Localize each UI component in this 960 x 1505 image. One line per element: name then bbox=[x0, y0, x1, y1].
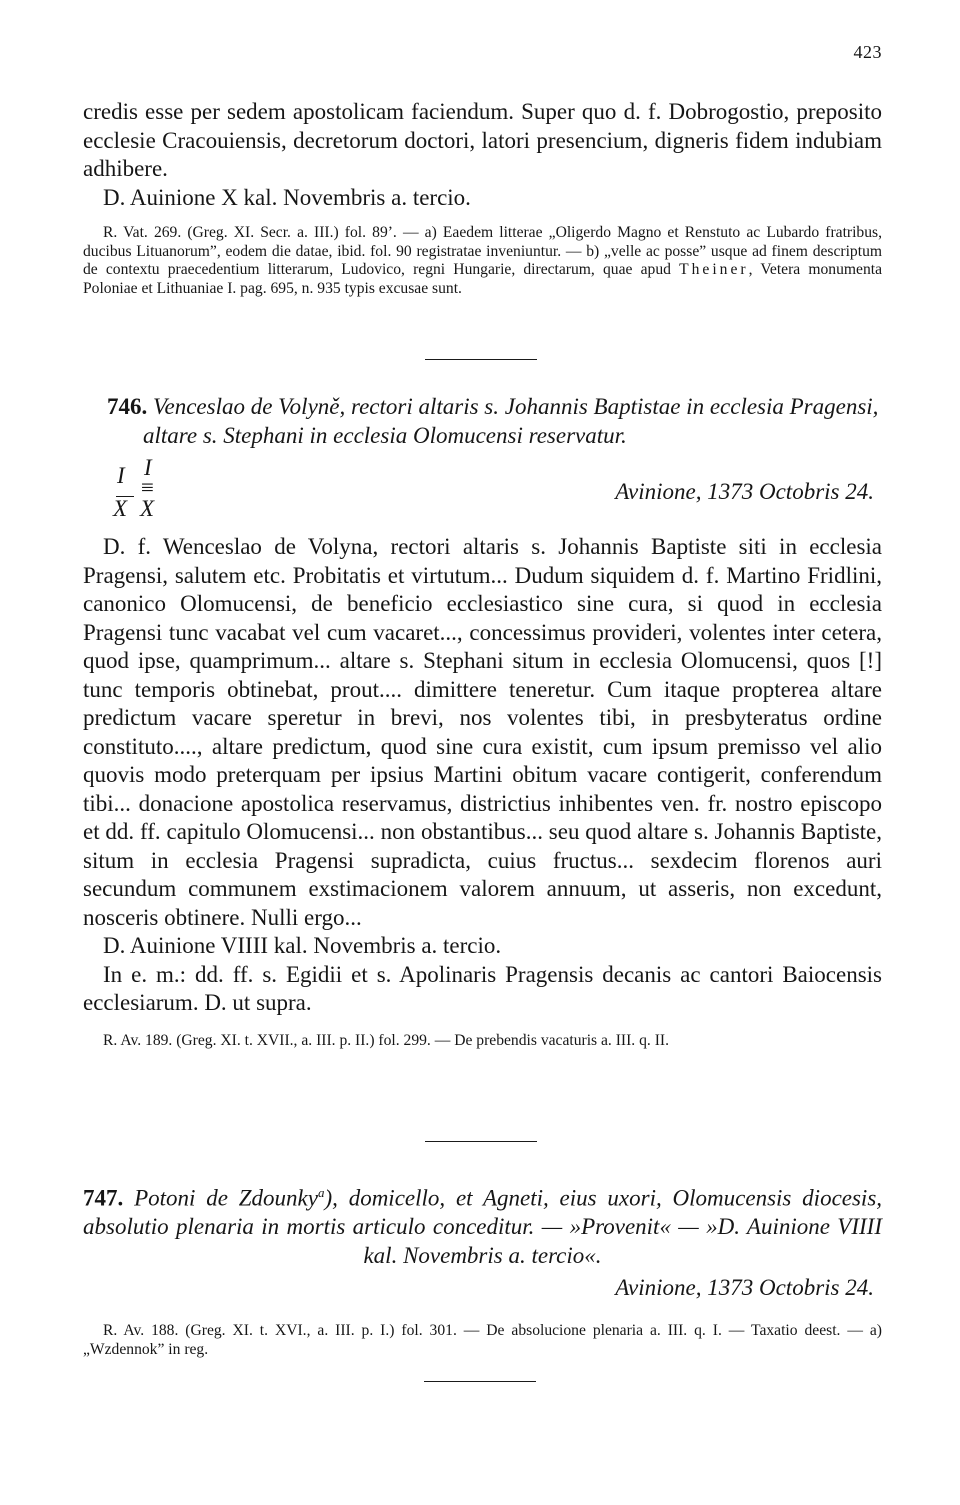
document-746-number: 746. bbox=[107, 394, 148, 419]
continuation-paragraph: credis esse per sedem apostolicam faciendum. Super quo d. f. Dobrogostio, preposito ecclesie Cracouiensis, decretorum doctori, latori presencium, digneris fidem indubiam adhibere. bbox=[83, 99, 882, 181]
document-746-place-date: Avinione, 1373 Octobris 24. bbox=[615, 479, 874, 504]
page-number: 423 bbox=[853, 42, 882, 62]
document-747-heading bbox=[83, 1179, 882, 1270]
document-746-text: D. f. Wenceslao de Volyna, rectori altaris s. Johannis Baptiste siti in ecclesia Pragensi, salutem etc. Probitatis et virtutum... Dudum siquidem d. f. Martino Fridlini, canonico Olomucensi, de beneficio ecclesiastico sine cura, si quod in ecclesia Pragensi tunc vacabat vel cum vacaret..., concessimus provideri, volentes inter cetera, quod ipse, quamprimum... altare s. Stephani situm in ecclesia Olomucensi, quos [!] tunc temporis obtinebat, prout.... dimittere teneretur. Cum itaque propterea altare predictum vacare speretur in brevi, nos volentes tibi, in presbyteratus ordine constituto...., altare predictum, quod sine cura existit, cum ipsum premisso vel alio quovis modo preterquam per ipsius Martini obitum vacare contigerit, conferendum tibi... donacione apostolica reservamus, districtius inhibentes ven. fr. nostro episcopo et dd. ff. capitulo Olomucensi... non obstantibus... seu quod altare s. Johannis Baptiste, situm in ecclesia Pragensi supradicta, cuius fructus... sexdecim florenos auri secundum communem exstimacionem valorem annuum, ut asseris, non excedunt, nosceris obtinere. Nulli ergo... bbox=[83, 534, 882, 930]
document-746-title-line bbox=[83, 393, 882, 450]
continuation-date-line: D. Auinione X kal. Novembris a. tercio. bbox=[103, 184, 471, 210]
document-747-number: 747. bbox=[83, 1185, 124, 1211]
document-747-title-a: Potoni de Zdounky bbox=[134, 1185, 318, 1211]
document-746-registry-mark-right-top: I bbox=[144, 455, 152, 480]
document-746-footnote: R. Av. 189. (Greg. XI. t. XVII., a. III. p. II.) fol. 299. — De prebendis vacaturis a. III. q. II. bbox=[103, 1031, 669, 1049]
continuation-footnote bbox=[83, 224, 882, 298]
document-746-body bbox=[83, 533, 882, 1050]
document-746-registry-mark-left-top: I bbox=[117, 463, 125, 488]
document-747-notes bbox=[83, 1322, 882, 1359]
document-746-registry-mark-right-mid: ≡ bbox=[141, 475, 154, 500]
document-746-heading bbox=[83, 393, 882, 450]
document-746-registry-mark-left-bottom: X bbox=[113, 496, 128, 521]
footnote-text-b: , Vetera monumenta Poloniae et Lithuaniae I. pag. 695, n. 935 typis excusae sunt. bbox=[83, 261, 882, 297]
document-747-footnote: R. Av. 188. (Greg. XI. t. XVI., a. III. p. I.) fol. 301. — De absolucione plenaria a. III. q. I. — Taxatio deest. — a) „Wzdennok” in reg. bbox=[83, 1322, 882, 1358]
section-divider bbox=[425, 1141, 537, 1142]
document-746-title: Venceslao de Volyně, rectori altaris s. Johannis Baptistae in ecclesia Pragensi, altare s. Stephani in ecclesia Olomucensi reservatur. bbox=[143, 394, 879, 448]
footnote-text-a: R. Vat. 269. (Greg. XI. Secr. a. III.) fol. 89’. — a) Eaedem litterae „Oligerdo Magno et Renstuto ac Lubardo fratribus, ducibus Lituanorum”, eodem die datae, ibid. fol. 90 registratae inveniuntur. — b) „velle ac posse” usque ad finem descriptum de contextu praecedentium litterarum, Ludovico, regni Hungarie, directarum, quae apud bbox=[83, 224, 882, 278]
document-746-registry-mark-right-bottom: X bbox=[140, 496, 155, 521]
section-divider bbox=[424, 1381, 536, 1382]
document-747-place-date: Avinione, 1373 Octobris 24. bbox=[615, 1275, 874, 1300]
section-divider bbox=[425, 359, 537, 360]
footnote-author-theiner: Theiner bbox=[679, 261, 749, 278]
document-747-footnote-marker: a bbox=[317, 1185, 325, 1200]
document-746-date-line: D. Auinione VIIII kal. Novembris a. tercio. bbox=[103, 933, 502, 958]
document-747-title-b: ), domicello, et Agneti, eius uxori, Olomucensis diocesis, absolutio plenaria in mortis articulo conceditur. — »Provenit« — »D. Auinione VIIII kal. Novembris a. tercio«. bbox=[83, 1185, 883, 1268]
document-747-title-line bbox=[83, 1179, 882, 1270]
continuation-block bbox=[83, 98, 882, 298]
document-746-in-eundem-modum: In e. m.: dd. ff. s. Egidii et s. Apolinaris Pragensis decanis ac cantori Baiocensis ecclesiarum. D. ut supra. bbox=[83, 961, 882, 1015]
